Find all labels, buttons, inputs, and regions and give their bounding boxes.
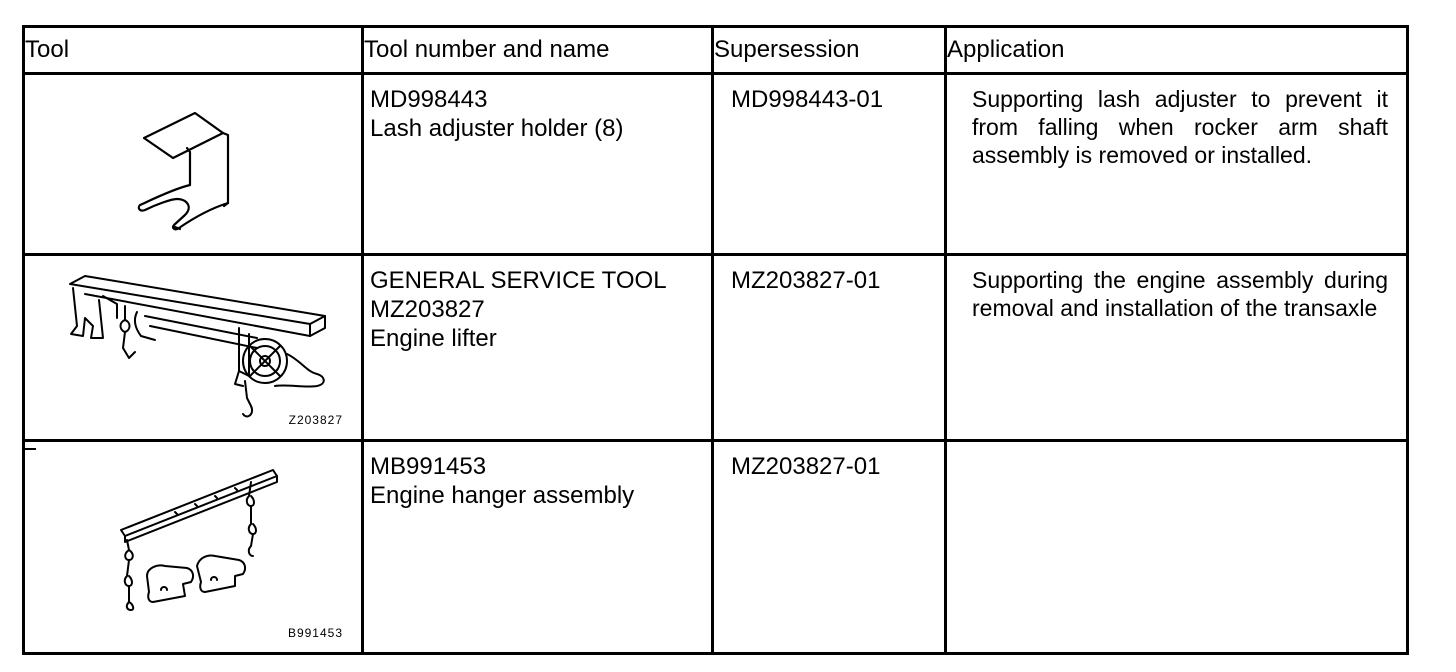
- table-row: [24, 441, 1408, 654]
- tool-number: MD998443: [370, 86, 488, 113]
- header-row: [24, 27, 1408, 74]
- header-tool: Tool: [24, 27, 363, 74]
- special-tools-table: [22, 25, 1409, 655]
- tool-number-name-cell: [363, 255, 713, 441]
- tool-number-name-cell: [363, 441, 713, 654]
- figure-code: Z203827: [288, 413, 343, 427]
- supersession-cell: [713, 255, 946, 441]
- supersession-value: MZ203827-01: [731, 267, 881, 294]
- supersession-value: MD998443-01: [731, 86, 884, 113]
- table-row: [24, 74, 1408, 255]
- tool-number: MB991453: [370, 453, 487, 480]
- application-cell: [946, 441, 1408, 654]
- tool-name: Engine hanger assembly: [370, 482, 635, 509]
- application-text: Supporting the engine assembly during removal and installation of the transaxle: [972, 267, 1388, 321]
- tool-number: MZ203827: [370, 296, 485, 323]
- engine-hanger-icon: [25, 442, 364, 652]
- application-text: Supporting lash adjuster to prevent it from falling when rocker arm shaft assembly is removed or installed.: [972, 86, 1388, 168]
- tool-image-cell: [24, 441, 363, 654]
- engine-lifter-icon: [25, 256, 364, 439]
- tool-category: GENERAL SERVICE TOOL: [370, 267, 667, 294]
- tool-image-cell: [24, 74, 363, 255]
- tool-name: Engine lifter: [370, 325, 497, 352]
- margin-mark: [22, 448, 36, 450]
- application-cell: [946, 74, 1408, 255]
- lash-adjuster-holder-icon: [25, 75, 364, 253]
- supersession-cell: [713, 74, 946, 255]
- table-row: [24, 255, 1408, 441]
- application-text: [947, 442, 1406, 452]
- figure-code: B991453: [287, 626, 343, 640]
- tool-name: Lash adjuster holder (8): [370, 115, 624, 142]
- tool-number-name-cell: [363, 74, 713, 255]
- tool-image-cell: [24, 255, 363, 441]
- application-cell: [946, 255, 1408, 441]
- header-tool-number-and-name: Tool number and name: [363, 27, 713, 74]
- supersession-value: MZ203827-01: [731, 453, 881, 480]
- supersession-cell: [713, 441, 946, 654]
- header-application: Application: [946, 27, 1408, 74]
- header-supersession: Supersession: [713, 27, 946, 74]
